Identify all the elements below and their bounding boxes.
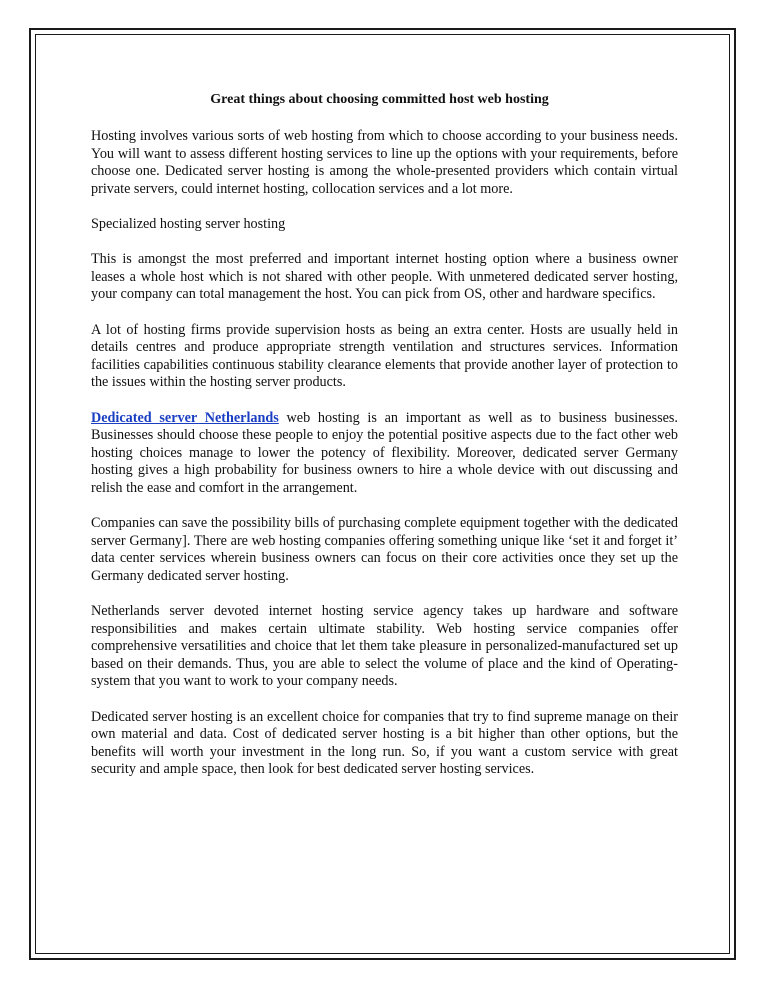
section-heading: Specialized hosting server hosting [91, 215, 286, 232]
document-title: Great things about choosing committed host web hosting [210, 92, 549, 107]
paragraph-conclusion: Dedicated server hosting is an excellent choice for companies that try to find supreme manage on their own material and data. Cost of dedicated server hosting is a bit higher than other options, but the benefits will worth your investment in the long run. So, if you want a custom service with great security and ample space, then look for best dedicated server hosting services. [91, 708, 678, 778]
paragraph-cost-savings: Companies can save the possibility bills of purchasing complete equipment together with the dedicated server Germany]. There are web hosting companies offering something unique like ‘set it and forget it’ data center services wherein business owners can focus on their core activities once they set up the Germany dedicated server hosting. [91, 515, 678, 584]
paragraph-supervision-hosts: A lot of hosting firms provide supervision hosts as being an extra center. Hosts are usually held in details centres and produce appropriate strength ventilation and structures services. Information facilities capabilities continuous stability clearance elements that provide another layer of protection to the issues within the hosting server products. [91, 321, 678, 391]
paragraph-preferred-option: This is amongst the most preferred and important internet hosting option where a business owner leases a whole host which is not shared with other people. With unmetered dedicated server hosting, your company can total management the host. You can pick from OS, other and hardware specifics. [91, 251, 678, 303]
document-body [91, 90, 678, 779]
paragraph-netherlands [91, 410, 678, 498]
paragraph-intro: Hosting involves various sorts of web hosting from which to choose according to your business needs. You will want to assess different hosting services to line up the options with your requirements, before choose one. Dedicated server hosting is among the whole-presented providers which contain virtual private servers, could internet hosting, collocation services and a lot more. [91, 128, 678, 197]
dedicated-server-netherlands-link[interactable]: Dedicated server Netherlands [91, 409, 279, 426]
paragraph-netherlands-agency: Netherlands server devoted internet hosting service agency takes up hardware and software responsibilities and makes certain ultimate stability. Web hosting service companies offer comprehensive versatilities and choice that let them take pleasure in personalized-manufactured set up based on their demands. Thus, you are able to select the volume of place and the kind of Operating-system that you want to work to your company needs. [91, 603, 678, 690]
paragraph-netherlands-text: web hosting is an important as well as to business businesses. Businesses should choose these people to enjoy the potential positive aspects due to the fact other web hosting choices manage to lower the potency of flexibility. Moreover, dedicated server Germany hosting gives a high probability for business owners to hire a whole device with out discussing and relish the ease and comfort in the arrangement. [91, 409, 678, 496]
